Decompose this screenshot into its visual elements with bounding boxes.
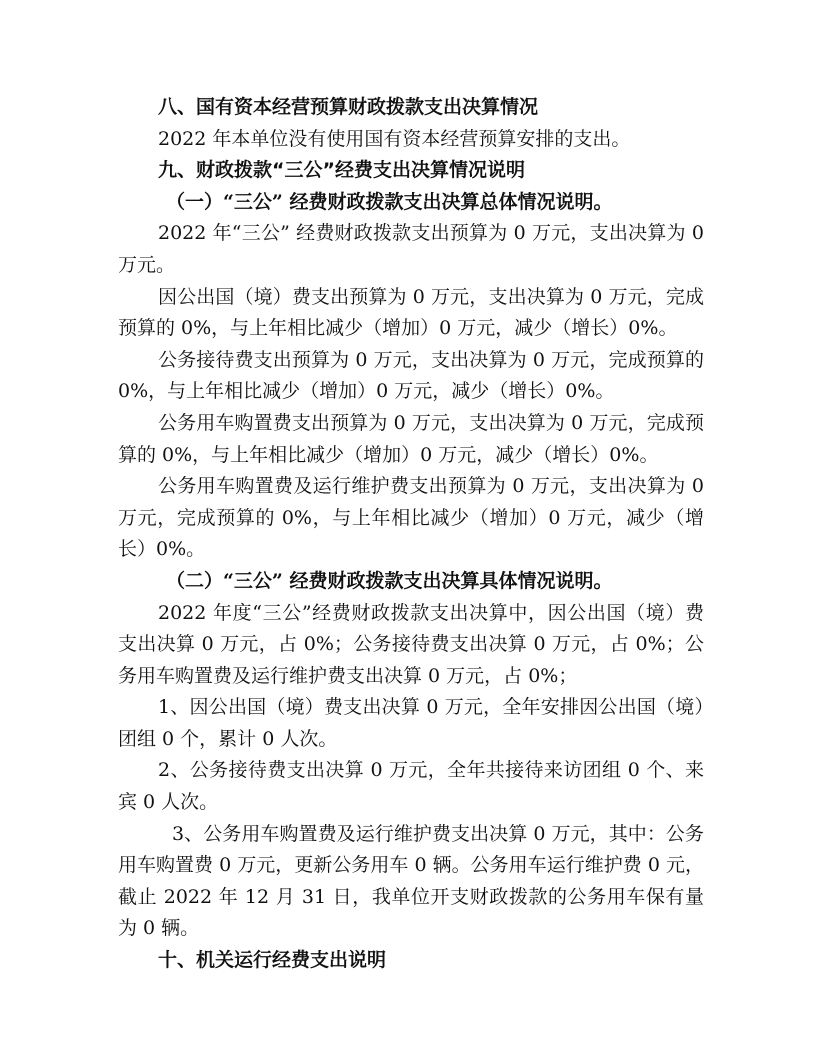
paragraph-official-reception: 公务接待费支出预算为 0 万元，支出决算为 0 万元，完成预算的 0%，与上年相比减少（增加）0 万元，减少（增长）0%。 <box>118 348 704 403</box>
section-heading-9: 九、财政拨款“三公”经费支出决算情况说明 <box>158 159 525 182</box>
document-body <box>118 92 704 977</box>
subsection-heading-overall: （一）“三公” 经费财政拨款支出决算总体情况说明。 <box>166 190 613 213</box>
paragraph-vehicle-purchase: 公务用车购置费支出预算为 0 万元，支出决算为 0 万元，完成预算的 0%，与上年相比减少（增加）0 万元，减少（增长）0%。 <box>118 411 704 466</box>
section-heading-10: 十、机关运行经费支出说明 <box>158 949 387 972</box>
section-heading-8: 八、国有资本经营预算财政拨款支出决算情况 <box>158 96 539 118</box>
list-item-reception: 2、公务接待费支出决算 0 万元，全年共接待来访团组 0 个、来宾 0 人次。 <box>118 759 704 814</box>
list-item-overseas-travel: 1、因公出国（境）费支出决算 0 万元，全年安排因公出国（境）团组 0 个，累计 0 人次。 <box>118 696 704 750</box>
paragraph-vehicle-purchase-and-maintenance: 公务用车购置费及运行维护费支出预算为 0 万元，支出决算为 0 万元，完成预算的 0%，与上年相比减少（增加）0 万元，减少（增长）0%。 <box>118 475 704 561</box>
paragraph-state-capital: 2022 年本单位没有使用国有资本经营预算安排的支出。 <box>158 127 631 150</box>
subsection-heading-detail: （二）“三公” 经费财政拨款支出决算具体情况说明。 <box>166 569 613 592</box>
paragraph-detail-breakdown: 2022 年度“三公”经费财政拨款支出决算中，因公出国（境）费支出决算 0 万元，占 0%；公务接待费支出决算 0 万元，占 0%；公务用车购置费及运行维护费支出决算 0 万元，占 0%； <box>118 601 704 687</box>
paragraph-three-public-total: 2022 年“三公” 经费财政拨款支出预算为 0 万元，支出决算为 0 万元。 <box>118 222 704 276</box>
list-item-vehicles: 3、公务用车购置费及运行维护费支出决算 0 万元，其中：公务用车购置费 0 万元，更新公务用车 0 辆。公务用车运行维护费 0 元，截止 2022 年 12 月 31 日，我单位开支财政拨款的公务用车保有量为 0 辆。 <box>118 822 704 940</box>
paragraph-overseas-travel: 因公出国（境）费支出预算为 0 万元，支出决算为 0 万元，完成预算的 0%，与上年相比减少（增加）0 万元，减少（增长）0%。 <box>118 285 704 340</box>
